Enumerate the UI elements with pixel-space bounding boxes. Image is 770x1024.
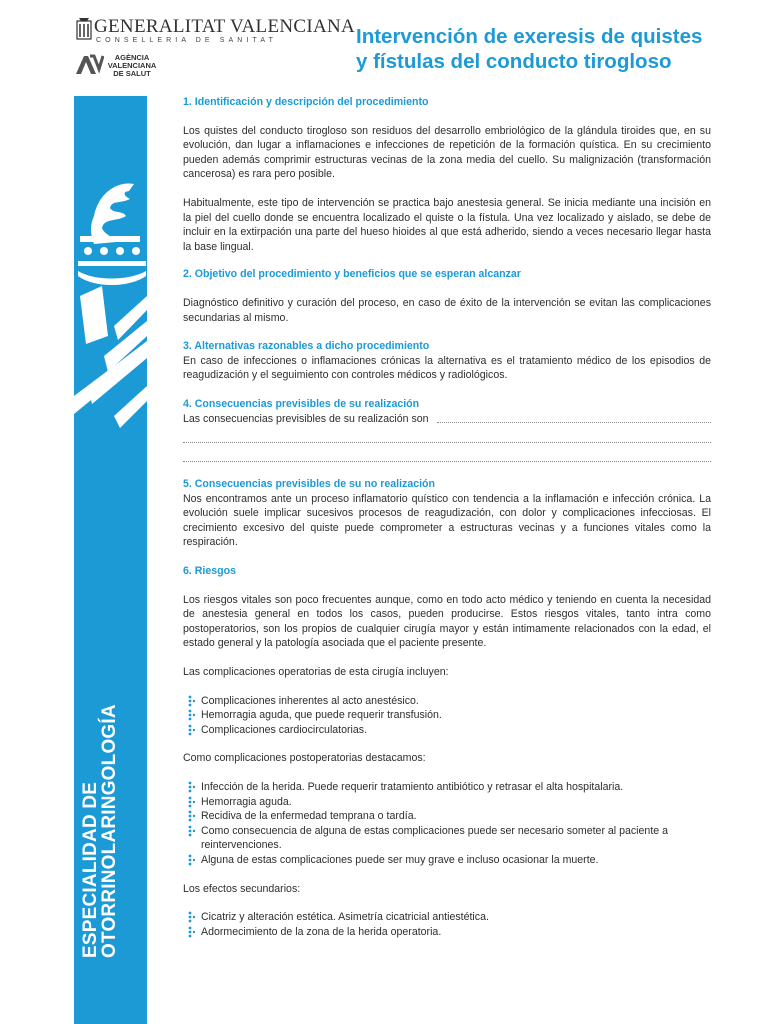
- section-1-paragraph-1: Los quistes del conducto tirogloso son residuos del desarrollo embriológico de la glándula tiroides que, en su evolución, dan lugar a inflamaciones e infecciones de repetición de la formación quística. En su crecimiento pueden además comprimir estructuras vecinas de la zona media del cuello. Su malignización (transformación cancerosa) es rara pero posible.: [183, 124, 711, 181]
- section-4-title: 4. Consecuencias previsibles de su realización: [183, 397, 420, 410]
- section-5-title: 5. Consecuencias previsibles de su no realización: [183, 478, 435, 491]
- org-subtitle: CONSELLERIA DE SANITAT: [96, 37, 277, 44]
- org-name: GENERALITAT VALENCIANA: [94, 16, 356, 37]
- side-effects-list: [183, 910, 711, 939]
- postoperative-complications-list: [183, 780, 711, 868]
- bullet-icon: [188, 825, 198, 837]
- fill-dots: [183, 441, 711, 443]
- section-6-paragraph-1: Los riesgos vitales son poco frecuentes aunque, como en todo acto médico y teniendo en cuenta la necesidad de anestesia general en todos los casos, pueden producirse. Estos riesgos vitales, tanto intra como postoperatorios, son los propios de cualquier cirugía mayor y están intimamente relacionados con la edad, el estado general y la patología asociada que el paciente presente.: [183, 593, 711, 650]
- agency-name: [107, 54, 157, 78]
- agency-line-3: DE SALUT: [113, 69, 151, 78]
- operative-complications-list: [183, 694, 711, 738]
- list-item-text: Recidiva de la enfermedad temprana o tardía.: [201, 810, 417, 823]
- document-body: [183, 95, 711, 939]
- list-item: [183, 780, 711, 795]
- section-2-paragraph-1: Diagnóstico definitivo y curación del proceso, en caso de éxito de la intervención se evitan las complicaciones secundarias al mismo.: [183, 296, 711, 324]
- list-item-text: Hemorragia aguda, que puede requerir transfusión.: [201, 709, 442, 722]
- avs-logo-icon: [74, 54, 104, 76]
- section-4-paragraph-1: Las consecuencias previsibles de su realización son: [183, 412, 429, 425]
- agency-line-1: AGÈNCIA: [114, 53, 150, 62]
- title-line-1: Intervención de exeresis de quistes: [356, 25, 703, 48]
- coat-of-arms-icon: [74, 96, 147, 436]
- bullet-icon: [188, 695, 198, 707]
- list-item: [183, 853, 711, 868]
- list-item-text: Complicaciones inherentes al acto anestésico.: [201, 694, 419, 707]
- section-6-paragraph-2: Las complicaciones operatorias de esta cirugía incluyen:: [183, 666, 449, 679]
- bullet-icon: [188, 781, 198, 793]
- section-1-title: 1. Identificación y descripción del procedimiento: [183, 96, 429, 108]
- list-item-text: Hemorragia aguda.: [201, 795, 292, 808]
- specialty-line-2: OTORRINOLARINGOLOGÍA: [99, 704, 120, 958]
- section-5-paragraph-1: Nos encontramos ante un proceso inflamatorio quístico con tendencia a la inflamación e infección crónica. La evolución suele implicar sucesivos procesos de reagudización, con dolor y complicaciones infecciosas. El crecimiento excesivo del quiste puede comprometer a estructuras vecinas y a funciones vitales como la respiración.: [183, 492, 711, 549]
- list-item: [183, 824, 711, 853]
- bullet-icon: [188, 796, 198, 808]
- section-6-paragraph-4: Los efectos secundarios:: [183, 882, 301, 895]
- specialty-line-1: ESPECIALIDAD DE: [80, 781, 101, 958]
- section-1-paragraph-2: Habitualmente, este tipo de intervención se practica bajo anestesia general. Se inicia mediante una incisión en la piel del cuello donde se encuentra localizado el quiste o la fístula. Una vez localizado y aislado, se debe de incluir en la extirpación una parte del hueso hioides al que está adherido, siendo a veces necesario llegar hasta la base lingual.: [183, 196, 711, 253]
- list-item: [183, 795, 711, 810]
- section-6-paragraph-3: Como complicaciones postoperatorias destacamos:: [183, 752, 426, 765]
- list-item-text: Complicaciones cardiocirculatorias.: [201, 723, 368, 736]
- agency-line-2: VALENCIANA: [107, 61, 157, 70]
- list-item-text: Infección de la herida. Puede requerir tratamiento antibiótico y retrasar el alta hospitalaria.: [201, 781, 624, 793]
- fill-dots: [437, 421, 711, 423]
- list-item: [183, 694, 711, 709]
- bullet-icon: [188, 854, 198, 866]
- list-item-text: Como consecuencia de alguna de estas complicaciones puede ser necesario someter al paciente a reintervenciones.: [201, 824, 668, 852]
- list-item-text: Alguna de estas complicaciones puede ser muy grave e incluso ocasionar la muerte.: [201, 853, 599, 866]
- list-item: [183, 910, 711, 925]
- fill-dots: [183, 460, 711, 462]
- document-title: [356, 24, 726, 74]
- list-item: [183, 925, 711, 940]
- list-item: [183, 809, 711, 824]
- list-item-text: Adormecimiento de la zona de la herida operatoria.: [201, 925, 442, 938]
- title-line-2: y fístulas del conducto tirogloso: [356, 50, 672, 73]
- list-item-text: Cicatriz y alteración estética. Asimetría cicatricial antiestética.: [201, 911, 489, 924]
- generalitat-shield-icon: [76, 18, 92, 44]
- bullet-icon: [188, 810, 198, 822]
- bullet-icon: [188, 911, 198, 923]
- section-4-fill-line: [183, 412, 711, 427]
- list-item: [183, 708, 711, 723]
- section-2-title: 2. Objetivo del procedimiento y beneficios que se esperan alcanzar: [183, 268, 521, 281]
- bullet-icon: [188, 926, 198, 938]
- bullet-icon: [188, 709, 198, 721]
- list-item: [183, 723, 711, 738]
- specialty-label: [81, 704, 119, 958]
- section-6-title: 6. Riesgos: [183, 565, 236, 578]
- section-3-title: 3. Alternativas razonables a dicho procedimiento: [183, 340, 430, 353]
- section-3-paragraph-1: En caso de infecciones o inflamaciones crónicas la alternativa es el tratamiento médico de los episodios de reagudización y el seguimiento con controles médicos y radiológicos.: [183, 354, 711, 382]
- bullet-icon: [188, 724, 198, 736]
